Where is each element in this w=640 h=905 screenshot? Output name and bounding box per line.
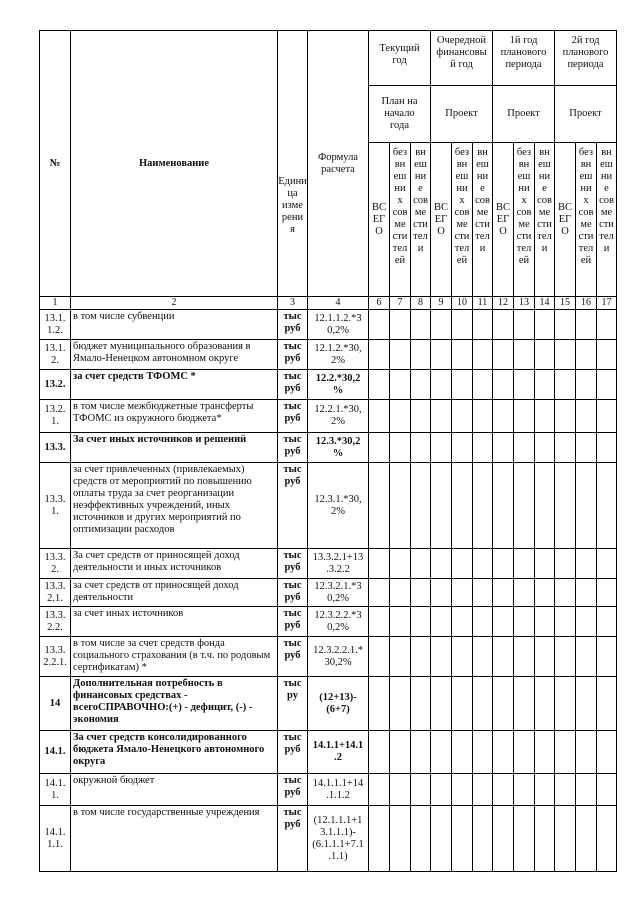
- value-cell: [597, 400, 617, 433]
- value-cell: [473, 370, 493, 400]
- row-formula: 12.2.1.*30, 2%: [308, 400, 369, 433]
- value-cell: [597, 731, 617, 774]
- value-cell: [576, 433, 597, 463]
- value-cell: [411, 340, 431, 370]
- column-number: 17: [597, 297, 617, 310]
- column-number: 12: [493, 297, 514, 310]
- row-unit: тыс руб: [278, 637, 308, 677]
- row-formula: 14.1.1.1+14 .1.1.2: [308, 774, 369, 806]
- row-unit: тыс руб: [278, 607, 308, 637]
- value-cell: [473, 637, 493, 677]
- value-cell: [493, 400, 514, 433]
- value-cell: [431, 579, 452, 607]
- header-period-current: Текущий год: [369, 31, 431, 86]
- row-name: в том числе государственные учреждения: [71, 806, 278, 872]
- value-cell: [514, 400, 535, 433]
- value-cell: [473, 579, 493, 607]
- row-formula: 12.3.*30,2 %: [308, 433, 369, 463]
- header-external: вн еш ни е сов ме сти тел и: [411, 143, 431, 297]
- row-name: за счет средств от приносящей доход деятельности: [71, 579, 278, 607]
- value-cell: [514, 549, 535, 579]
- row-name: за счет иных источников: [71, 607, 278, 637]
- value-cell: [473, 310, 493, 340]
- value-cell: [576, 637, 597, 677]
- table-row: [40, 463, 617, 549]
- value-cell: [431, 774, 452, 806]
- value-cell: [369, 310, 390, 340]
- value-cell: [576, 340, 597, 370]
- header-external: вн еш ни е сов ме сти тел и: [535, 143, 555, 297]
- column-number: 10: [452, 297, 473, 310]
- value-cell: [473, 463, 493, 549]
- column-number: 4: [308, 297, 369, 310]
- value-cell: [514, 731, 535, 774]
- column-number: 1: [40, 297, 71, 310]
- header-plan-start: План на начало года: [369, 86, 431, 143]
- value-cell: [411, 806, 431, 872]
- value-cell: [431, 731, 452, 774]
- value-cell: [535, 433, 555, 463]
- value-cell: [555, 677, 576, 731]
- value-cell: [535, 731, 555, 774]
- row-number: 14.1. 1.1.: [40, 806, 71, 872]
- value-cell: [431, 400, 452, 433]
- value-cell: [390, 806, 411, 872]
- value-cell: [369, 607, 390, 637]
- value-cell: [514, 310, 535, 340]
- row-name: за счет средств ТФОМС *: [71, 370, 278, 400]
- header-project: Проект: [555, 86, 617, 143]
- value-cell: [390, 433, 411, 463]
- table-row: [40, 549, 617, 579]
- value-cell: [452, 370, 473, 400]
- value-cell: [514, 774, 535, 806]
- row-unit: тыс руб: [278, 340, 308, 370]
- row-number: 13.3. 2.: [40, 549, 71, 579]
- row-number: 14.1.: [40, 731, 71, 774]
- row-name: в том числе субвенции: [71, 310, 278, 340]
- value-cell: [473, 433, 493, 463]
- value-cell: [493, 370, 514, 400]
- value-cell: [390, 400, 411, 433]
- table-row: [40, 677, 617, 731]
- column-number: 14: [535, 297, 555, 310]
- value-cell: [597, 310, 617, 340]
- row-name: окружной бюджет: [71, 774, 278, 806]
- row-unit: тыс руб: [278, 549, 308, 579]
- value-cell: [576, 549, 597, 579]
- value-cell: [597, 433, 617, 463]
- value-cell: [411, 579, 431, 607]
- header-col-unit: Едини ца изме рени я: [278, 31, 308, 297]
- value-cell: [514, 806, 535, 872]
- value-cell: [369, 806, 390, 872]
- row-formula: (12.1.1.1+1 3.1.1.1)- (6.1.1.1+7.1 .1.1): [308, 806, 369, 872]
- row-number: 13.3. 1.: [40, 463, 71, 549]
- value-cell: [493, 463, 514, 549]
- value-cell: [411, 677, 431, 731]
- value-cell: [369, 340, 390, 370]
- value-cell: [390, 774, 411, 806]
- value-cell: [493, 731, 514, 774]
- table-row: [40, 310, 617, 340]
- column-number: 9: [431, 297, 452, 310]
- value-cell: [411, 370, 431, 400]
- row-formula: 12.3.1.*30, 2%: [308, 463, 369, 549]
- value-cell: [597, 806, 617, 872]
- value-cell: [431, 433, 452, 463]
- row-number: 13.3. 2.2.1.: [40, 637, 71, 677]
- value-cell: [369, 731, 390, 774]
- value-cell: [597, 370, 617, 400]
- value-cell: [597, 774, 617, 806]
- header-total: ВС ЕГ О: [555, 143, 576, 297]
- value-cell: [555, 463, 576, 549]
- row-unit: тыс руб: [278, 579, 308, 607]
- value-cell: [452, 637, 473, 677]
- value-cell: [431, 549, 452, 579]
- value-cell: [411, 774, 431, 806]
- value-cell: [369, 463, 390, 549]
- value-cell: [493, 637, 514, 677]
- value-cell: [390, 579, 411, 607]
- value-cell: [535, 607, 555, 637]
- value-cell: [431, 310, 452, 340]
- row-number: 14.1. 1.: [40, 774, 71, 806]
- row-number: 13.3. 2.2.: [40, 607, 71, 637]
- value-cell: [411, 400, 431, 433]
- value-cell: [535, 677, 555, 731]
- value-cell: [555, 310, 576, 340]
- value-cell: [431, 340, 452, 370]
- value-cell: [493, 677, 514, 731]
- value-cell: [493, 340, 514, 370]
- value-cell: [555, 400, 576, 433]
- table-row: [40, 579, 617, 607]
- value-cell: [535, 310, 555, 340]
- header-total: ВС ЕГ О: [431, 143, 452, 297]
- value-cell: [576, 607, 597, 637]
- value-cell: [411, 463, 431, 549]
- value-cell: [411, 637, 431, 677]
- row-number: 13.1. 1.2.: [40, 310, 71, 340]
- value-cell: [431, 637, 452, 677]
- value-cell: [411, 731, 431, 774]
- value-cell: [493, 774, 514, 806]
- row-formula: 12.3.2.2.1.* 30,2%: [308, 637, 369, 677]
- row-unit: тыс руб: [278, 370, 308, 400]
- value-cell: [452, 433, 473, 463]
- row-name: За счет средств консолидированного бюджета Ямало-Ненецкого автономного округа: [71, 731, 278, 774]
- value-cell: [493, 310, 514, 340]
- value-cell: [597, 340, 617, 370]
- value-cell: [535, 549, 555, 579]
- value-cell: [473, 400, 493, 433]
- row-formula: (12+13)- (6+7): [308, 677, 369, 731]
- value-cell: [390, 637, 411, 677]
- header-col-no: №: [40, 31, 71, 297]
- column-number: 3: [278, 297, 308, 310]
- value-cell: [597, 607, 617, 637]
- value-cell: [514, 463, 535, 549]
- value-cell: [452, 463, 473, 549]
- value-cell: [555, 731, 576, 774]
- column-number: 16: [576, 297, 597, 310]
- row-number: 13.2. 1.: [40, 400, 71, 433]
- header-without-external: без вн еш ни х сов ме сти тел ей: [576, 143, 597, 297]
- row-formula: 12.3.2.1.*3 0,2%: [308, 579, 369, 607]
- value-cell: [535, 806, 555, 872]
- row-formula: 13.3.2.1+13 .3.2.2: [308, 549, 369, 579]
- value-cell: [452, 549, 473, 579]
- value-cell: [369, 370, 390, 400]
- value-cell: [473, 340, 493, 370]
- value-cell: [452, 340, 473, 370]
- value-cell: [493, 579, 514, 607]
- value-cell: [535, 463, 555, 549]
- value-cell: [597, 637, 617, 677]
- row-number: 13.3.: [40, 433, 71, 463]
- value-cell: [411, 433, 431, 463]
- value-cell: [369, 677, 390, 731]
- value-cell: [473, 731, 493, 774]
- value-cell: [514, 637, 535, 677]
- header-without-external: без вн еш ни х сов ме сти тел ей: [390, 143, 411, 297]
- value-cell: [555, 579, 576, 607]
- value-cell: [576, 370, 597, 400]
- row-unit: тыс руб: [278, 731, 308, 774]
- value-cell: [597, 579, 617, 607]
- value-cell: [555, 637, 576, 677]
- value-cell: [431, 607, 452, 637]
- value-cell: [473, 677, 493, 731]
- value-cell: [369, 433, 390, 463]
- value-cell: [390, 310, 411, 340]
- value-cell: [369, 637, 390, 677]
- document-page: [39, 30, 617, 872]
- value-cell: [431, 370, 452, 400]
- value-cell: [390, 370, 411, 400]
- value-cell: [576, 774, 597, 806]
- value-cell: [514, 607, 535, 637]
- column-number: 11: [473, 297, 493, 310]
- row-name: бюджет муниципального образования в Ямало-Ненецком автономном округе: [71, 340, 278, 370]
- value-cell: [390, 549, 411, 579]
- row-name: в том числе межбюджетные трансферты ТФОМС из окружного бюджета*: [71, 400, 278, 433]
- value-cell: [411, 310, 431, 340]
- header-total: ВС ЕГ О: [493, 143, 514, 297]
- value-cell: [411, 549, 431, 579]
- row-unit: тыс руб: [278, 774, 308, 806]
- row-name: За счет средств от приносящей доход деятельности и иных источников: [71, 549, 278, 579]
- report-table: [39, 30, 617, 872]
- value-cell: [597, 677, 617, 731]
- value-cell: [514, 579, 535, 607]
- row-formula: 12.1.2.*30, 2%: [308, 340, 369, 370]
- header-external: вн еш ни е сов ме сти тел и: [597, 143, 617, 297]
- table-row: [40, 607, 617, 637]
- column-number: 6: [369, 297, 390, 310]
- column-number: 2: [71, 297, 278, 310]
- header-total: ВС ЕГ О: [369, 143, 390, 297]
- column-number: 15: [555, 297, 576, 310]
- value-cell: [576, 731, 597, 774]
- value-cell: [452, 677, 473, 731]
- value-cell: [452, 806, 473, 872]
- value-cell: [473, 549, 493, 579]
- row-unit: тыс руб: [278, 806, 308, 872]
- value-cell: [431, 677, 452, 731]
- value-cell: [411, 607, 431, 637]
- table-row: [40, 340, 617, 370]
- row-name: в том числе за счет средств фонда социального страхования (в т.ч. по родовым сертификатам) *: [71, 637, 278, 677]
- value-cell: [597, 549, 617, 579]
- value-cell: [452, 731, 473, 774]
- table-row: [40, 806, 617, 872]
- value-cell: [514, 340, 535, 370]
- value-cell: [514, 677, 535, 731]
- row-unit: тыс руб: [278, 433, 308, 463]
- value-cell: [576, 677, 597, 731]
- value-cell: [535, 637, 555, 677]
- value-cell: [369, 774, 390, 806]
- value-cell: [473, 607, 493, 637]
- row-name: Дополнительная потребность в финансовых средствах - всегоСПРАВОЧНО:(+) - дефицит, (-) - экономия: [71, 677, 278, 731]
- value-cell: [576, 400, 597, 433]
- row-formula: 12.2.*30,2 %: [308, 370, 369, 400]
- row-number: 14: [40, 677, 71, 731]
- value-cell: [535, 340, 555, 370]
- header-period-next: Очередной финансовы й год: [431, 31, 493, 86]
- header-external: вн еш ни е сов ме сти тел и: [473, 143, 493, 297]
- header-col-formula: Формула расчета: [308, 31, 369, 297]
- header-project: Проект: [493, 86, 555, 143]
- value-cell: [555, 433, 576, 463]
- value-cell: [390, 340, 411, 370]
- value-cell: [390, 607, 411, 637]
- header-period-plan-2: 2й год планового периода: [555, 31, 617, 86]
- value-cell: [493, 806, 514, 872]
- value-cell: [555, 340, 576, 370]
- table-row: [40, 370, 617, 400]
- value-cell: [452, 607, 473, 637]
- value-cell: [535, 400, 555, 433]
- table-row: [40, 400, 617, 433]
- row-unit: тыс руб: [278, 310, 308, 340]
- row-number: 13.1. 2.: [40, 340, 71, 370]
- value-cell: [390, 677, 411, 731]
- value-cell: [369, 400, 390, 433]
- value-cell: [597, 463, 617, 549]
- value-cell: [452, 774, 473, 806]
- row-name: За счет иных источников и решений: [71, 433, 278, 463]
- header-without-external: без вн еш ни х сов ме сти тел ей: [514, 143, 535, 297]
- value-cell: [493, 549, 514, 579]
- row-formula: 12.3.2.2.*3 0,2%: [308, 607, 369, 637]
- value-cell: [369, 549, 390, 579]
- row-unit: тыс руб: [278, 463, 308, 549]
- value-cell: [576, 310, 597, 340]
- value-cell: [493, 607, 514, 637]
- row-unit: тыс ру: [278, 677, 308, 731]
- value-cell: [576, 806, 597, 872]
- header-without-external: без вн еш ни х сов ме сти тел ей: [452, 143, 473, 297]
- table-row: [40, 433, 617, 463]
- value-cell: [473, 774, 493, 806]
- value-cell: [514, 370, 535, 400]
- value-cell: [452, 400, 473, 433]
- value-cell: [452, 579, 473, 607]
- value-cell: [493, 433, 514, 463]
- value-cell: [555, 806, 576, 872]
- column-number: 13: [514, 297, 535, 310]
- value-cell: [431, 806, 452, 872]
- value-cell: [390, 731, 411, 774]
- value-cell: [452, 310, 473, 340]
- row-unit: тыс руб: [278, 400, 308, 433]
- row-name: за счет привлеченных (привлекаемых) средств от мероприятий по повышению оплаты труда за счет реорганизации неэффективных учреждений, иных источников и других мероприятий по оптимизации расходов: [71, 463, 278, 549]
- value-cell: [576, 463, 597, 549]
- value-cell: [369, 579, 390, 607]
- row-number: 13.2.: [40, 370, 71, 400]
- value-cell: [514, 433, 535, 463]
- column-number: 8: [411, 297, 431, 310]
- value-cell: [555, 549, 576, 579]
- value-cell: [555, 370, 576, 400]
- header-project: Проект: [431, 86, 493, 143]
- row-number: 13.3. 2.1.: [40, 579, 71, 607]
- value-cell: [535, 579, 555, 607]
- table-row: [40, 774, 617, 806]
- value-cell: [576, 579, 597, 607]
- value-cell: [473, 806, 493, 872]
- value-cell: [431, 463, 452, 549]
- header-col-name: Наименование: [71, 31, 278, 297]
- value-cell: [390, 463, 411, 549]
- row-formula: 12.1.1.2.*3 0,2%: [308, 310, 369, 340]
- table-row: [40, 731, 617, 774]
- value-cell: [555, 774, 576, 806]
- column-number: 7: [390, 297, 411, 310]
- header-period-plan-1: 1й год планового периода: [493, 31, 555, 86]
- row-formula: 14.1.1+14.1 .2: [308, 731, 369, 774]
- table-row: [40, 637, 617, 677]
- value-cell: [555, 607, 576, 637]
- value-cell: [535, 774, 555, 806]
- value-cell: [535, 370, 555, 400]
